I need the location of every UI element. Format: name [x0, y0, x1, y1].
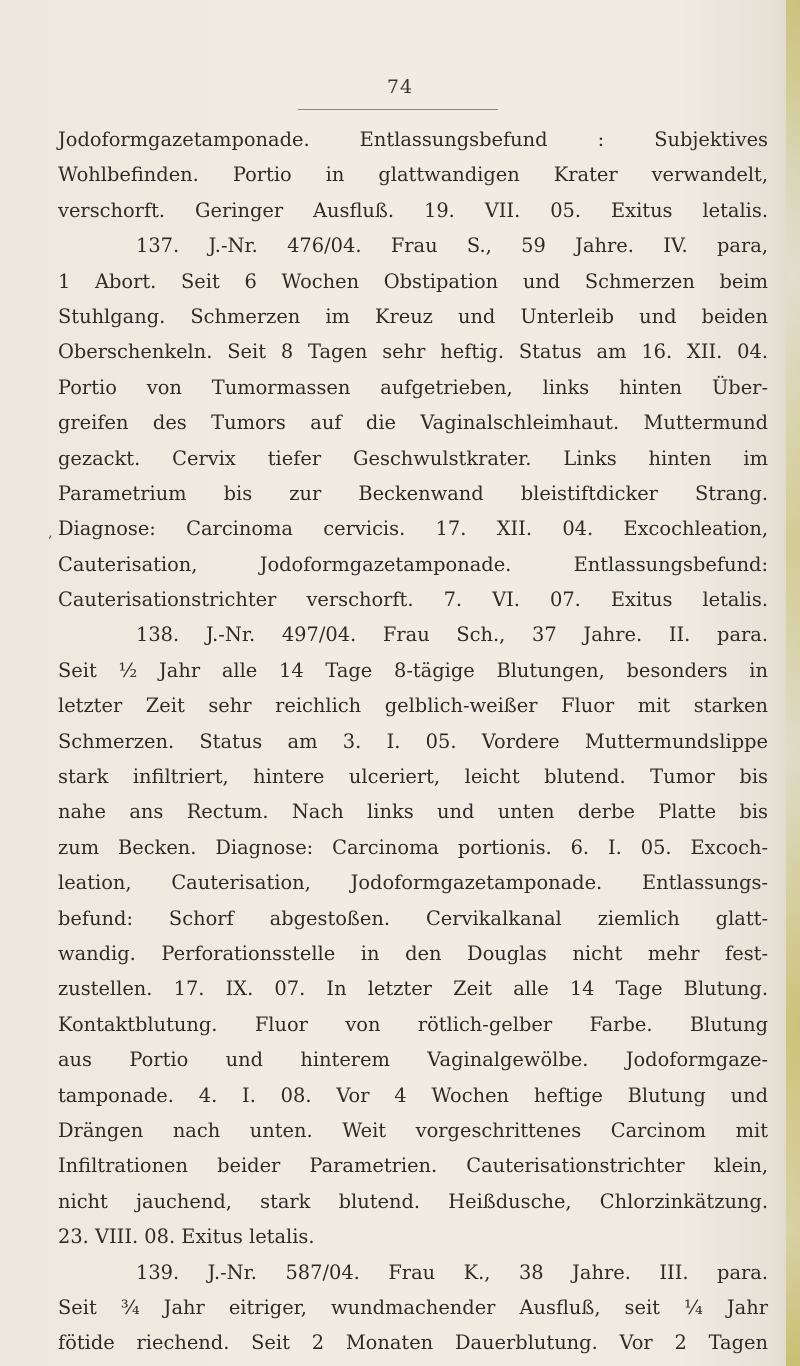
text-line: 1 Abort. Seit 6 Wochen Obstipation und Schmerzen beim — [58, 269, 768, 293]
text-line: Kontaktblutung. Fluor von rötlich-gelber Farbe. Blutung — [58, 1012, 768, 1036]
text-line: stark infiltriert, hintere ulceriert, leicht blutend. Tumor bis — [58, 765, 768, 789]
text-line: nahe ans Rectum. Nach links und unten derbe Platte bis — [58, 800, 768, 824]
text-line: wandig. Perforationsstelle in den Douglas nicht mehr fest- — [58, 941, 768, 965]
text-line: Seit ½ Jahr alle 14 Tage 8-tägige Blutungen, besonders in — [58, 658, 768, 682]
text-line: tamponade. 4. I. 08. Vor 4 Wochen heftige Blutung und — [58, 1083, 768, 1107]
text-line: aus Portio und hinterem Vaginalgewölbe. Jodoformgaze- — [58, 1048, 768, 1072]
text-line: Infiltrationen beider Parametrien. Cauterisationstrichter klein, — [58, 1154, 768, 1178]
text-line: Jodoformgazetamponade. Entlassungsbefund : Subjektives — [58, 128, 768, 151]
text-line: zustellen. 17. IX. 07. In letzter Zeit alle 14 Tage Blutung. — [58, 977, 768, 1001]
text-line: 139. J.-Nr. 587/04. Frau K., 38 Jahre. III. para. — [136, 1260, 768, 1284]
text-line: Oberschenkeln. Seit 8 Tagen sehr heftig. Status am 16. XII. 04. — [58, 340, 768, 364]
text-line: 137. J.-Nr. 476/04. Frau S., 59 Jahre. IV. para, — [136, 234, 768, 258]
text-line: Cauterisationstrichter verschorft. 7. VI. 07. Exitus letalis. — [58, 588, 768, 612]
text-line: fötide riechend. Seit 2 Monaten Dauerblutung. Vor 2 Tagen — [58, 1331, 768, 1355]
text-line: Stuhlgang. Schmerzen im Kreuz und Unterleib und beiden — [58, 304, 768, 328]
text-line: gezackt. Cervix tiefer Geschwulstkrater. Links hinten im — [58, 446, 768, 470]
text-line: nicht jauchend, stark blutend. Heißdusche, Chlorzinkätzung. — [58, 1189, 768, 1213]
text-line: verschorft. Geringer Ausfluß. 19. VII. 05. Exitus letalis. — [58, 198, 768, 222]
text-line: letzter Zeit sehr reichlich gelblich-weißer Fluor mit starken — [58, 694, 768, 718]
text-line: Schmerzen. Status am 3. I. 05. Vordere Muttermundslippe — [58, 729, 768, 753]
text-line: leation, Cauterisation, Jodoformgazetamponade. Entlassungs- — [58, 871, 768, 895]
text-line: zum Becken. Diagnose: Carcinoma portionis. 6. I. 05. Excoch- — [58, 835, 768, 859]
text-line: Diagnose: Carcinoma cervicis. 17. XII. 04. Excochleation, — [58, 517, 768, 541]
text-line: Wohlbefinden. Portio in glattwandigen Krater verwandelt, — [58, 163, 768, 187]
body-text — [58, 122, 768, 1361]
text-line: Parametrium bis zur Beckenwand bleistiftdicker Strang. — [58, 481, 768, 505]
text-line: Cauterisation, Jodoformgazetamponade. Entlassungsbefund: — [58, 552, 768, 576]
page-number: 74 — [386, 76, 414, 98]
text-line: Seit ¾ Jahr eitriger, wundmachender Ausfluß, seit ¼ Jahr — [58, 1295, 768, 1319]
page-number-rule — [298, 109, 498, 110]
text-line: greifen des Tumors auf die Vaginalschleimhaut. Muttermund — [58, 411, 768, 435]
text-line: 23. VIII. 08. Exitus letalis. — [58, 1225, 315, 1249]
text-line: 138. J.-Nr. 497/04. Frau Sch., 37 Jahre. II. para. — [136, 623, 768, 647]
text-line: befund: Schorf abgestoßen. Cervikalkanal ziemlich glatt- — [58, 906, 768, 930]
text-line: Portio von Tumormassen aufgetrieben, links hinten Über- — [58, 375, 768, 399]
margin-mark: ‚ — [48, 525, 53, 541]
page-edge — [786, 0, 800, 1366]
text-line: Drängen nach unten. Weit vorgeschrittenes Carcinom mit — [58, 1118, 768, 1142]
